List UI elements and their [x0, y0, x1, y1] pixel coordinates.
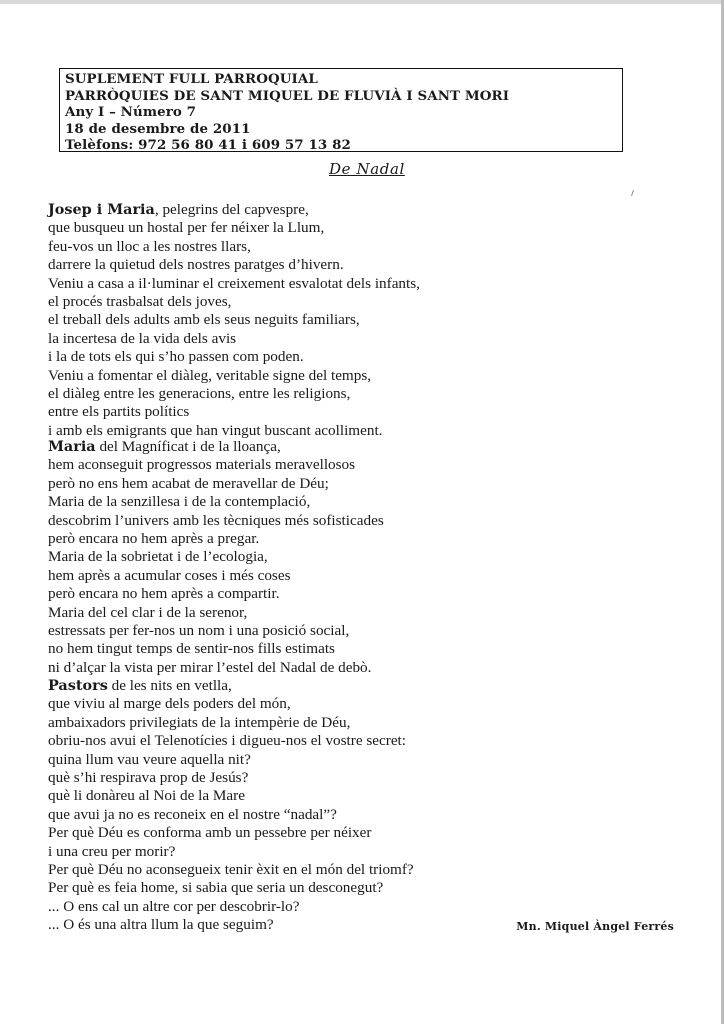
stanza-line: que avui ja no es reconeix en el nostre “nadal”?: [48, 805, 337, 823]
stanza-line: el treball dels adults amb els seus neguits familiars,: [48, 311, 360, 329]
stanza-josep-i-maria: [48, 201, 420, 440]
stanza-line: no hem tingut temps de sentir-nos fills estimats: [48, 640, 335, 658]
stanza-line: obriu-nos avui el Telenotícies i digueu-nos el vostre secret:: [48, 732, 406, 750]
scan-speck: [631, 190, 634, 196]
header-line-4: 18 de desembre de 2011: [65, 120, 251, 137]
stanza-line: la incertesa de la vida dels avis: [48, 329, 237, 347]
stanza-line: i la de tots els qui s’ho passen com poden.: [48, 348, 304, 366]
stanza-line-text: de les nits en vetlla,: [107, 677, 232, 694]
stanza-line: però encara no hem après a compartir.: [48, 585, 280, 603]
stanza-line: [48, 438, 384, 456]
stanza-line: darrere la quietud dels nostres paratges d’hivern.: [48, 256, 344, 274]
bulletin-header-box: [59, 68, 623, 152]
stanza-maria: [48, 438, 384, 677]
stanza-line: [48, 677, 414, 695]
stanza-line: però no ens hem acabat de meravellar de Déu;: [48, 474, 329, 492]
stanza-line: Per què es feia home, si sabia que seria un desconegut?: [48, 879, 384, 897]
stanza-lead: Josep i Maria: [48, 201, 155, 218]
stanza-line: [48, 201, 420, 219]
poem-title: De Nadal: [329, 160, 405, 178]
stanza-line: descobrim l’univers amb les tècniques més sofisticades: [48, 511, 384, 529]
stanza-line: Per què Déu es conforma amb un pessebre per néixer: [48, 824, 372, 842]
stanza-line: el diàleg entre les generacions, entre les religions,: [48, 385, 351, 403]
stanza-line: i una creu per morir?: [48, 842, 176, 860]
stanza-line: entre els partits polítics: [48, 403, 190, 421]
stanza-line: quina llum vau veure aquella nit?: [48, 750, 251, 768]
stanza-line: hem après a acumular coses i més coses: [48, 566, 291, 584]
stanza-line: que busqueu un hostal per fer néixer la Llum,: [48, 219, 325, 237]
scan-edge-top: [0, 0, 724, 4]
header-line-1: SUPLEMENT FULL PARROQUIAL: [65, 71, 318, 87]
stanza-line: què s’hi respirava prop de Jesús?: [48, 769, 249, 787]
stanza-lead: Maria: [48, 438, 96, 455]
stanza-line: feu-vos un lloc a les nostres llars,: [48, 237, 251, 255]
stanza-line-text: , pelegrins del capvespre,: [154, 201, 309, 218]
stanza-line: Veniu a fomentar el diàleg, veritable signe del temps,: [48, 366, 372, 384]
stanza-line: què li donàreu al Noi de la Mare: [48, 787, 245, 805]
header-phone-line: Telèfons: 972 56 80 41 i 609 57 13 82: [65, 137, 351, 152]
stanza-line: Veniu a casa a il·luminar el creixement esvalotat dels infants,: [48, 274, 420, 292]
stanza-lead: Pastors: [48, 677, 108, 694]
stanza-line: ambaixadors privilegiats de la intempèrie de Déu,: [48, 713, 351, 731]
stanza-pastors: [48, 677, 414, 935]
stanza-line: però encara no hem après a pregar.: [48, 530, 260, 548]
stanza-line: Maria de la senzillesa i de la contemplació,: [48, 493, 311, 511]
stanza-line: que viviu al marge dels poders del món,: [48, 695, 291, 713]
stanza-line: Maria del cel clar i de la serenor,: [48, 603, 248, 621]
stanza-line: ... O és una altra llum la que seguim?: [48, 916, 274, 934]
stanza-line: ... O ens cal un altre cor per descobrir-lo?: [48, 897, 300, 915]
stanza-line: Per què Déu no aconsegueix tenir èxit en el món del triomf?: [48, 861, 414, 879]
header-line-2: PARRÒQUIES DE SANT MIQUEL DE FLUVIÀ I SANT MORI: [65, 87, 510, 104]
stanza-line: ni d’alçar la vista per mirar l’estel del Nadal de debò.: [48, 658, 372, 676]
stanza-line: Maria de la sobrietat i de l’ecologia,: [48, 548, 268, 566]
stanza-line: estressats per fer-nos un nom i una posició social,: [48, 622, 350, 640]
stanza-line: hem aconseguit progressos materials meravellosos: [48, 456, 356, 474]
stanza-line: i amb els emigrants que han vingut buscant acolliment.: [48, 421, 383, 439]
author-signature: Mn. Miquel Àngel Ferrés: [516, 920, 674, 933]
stanza-line-text: del Magníficat i de la lloança,: [95, 438, 281, 455]
header-line-3: Any I – Número 7: [65, 104, 197, 121]
stanza-line: el procés trasbalsat dels joves,: [48, 293, 232, 311]
